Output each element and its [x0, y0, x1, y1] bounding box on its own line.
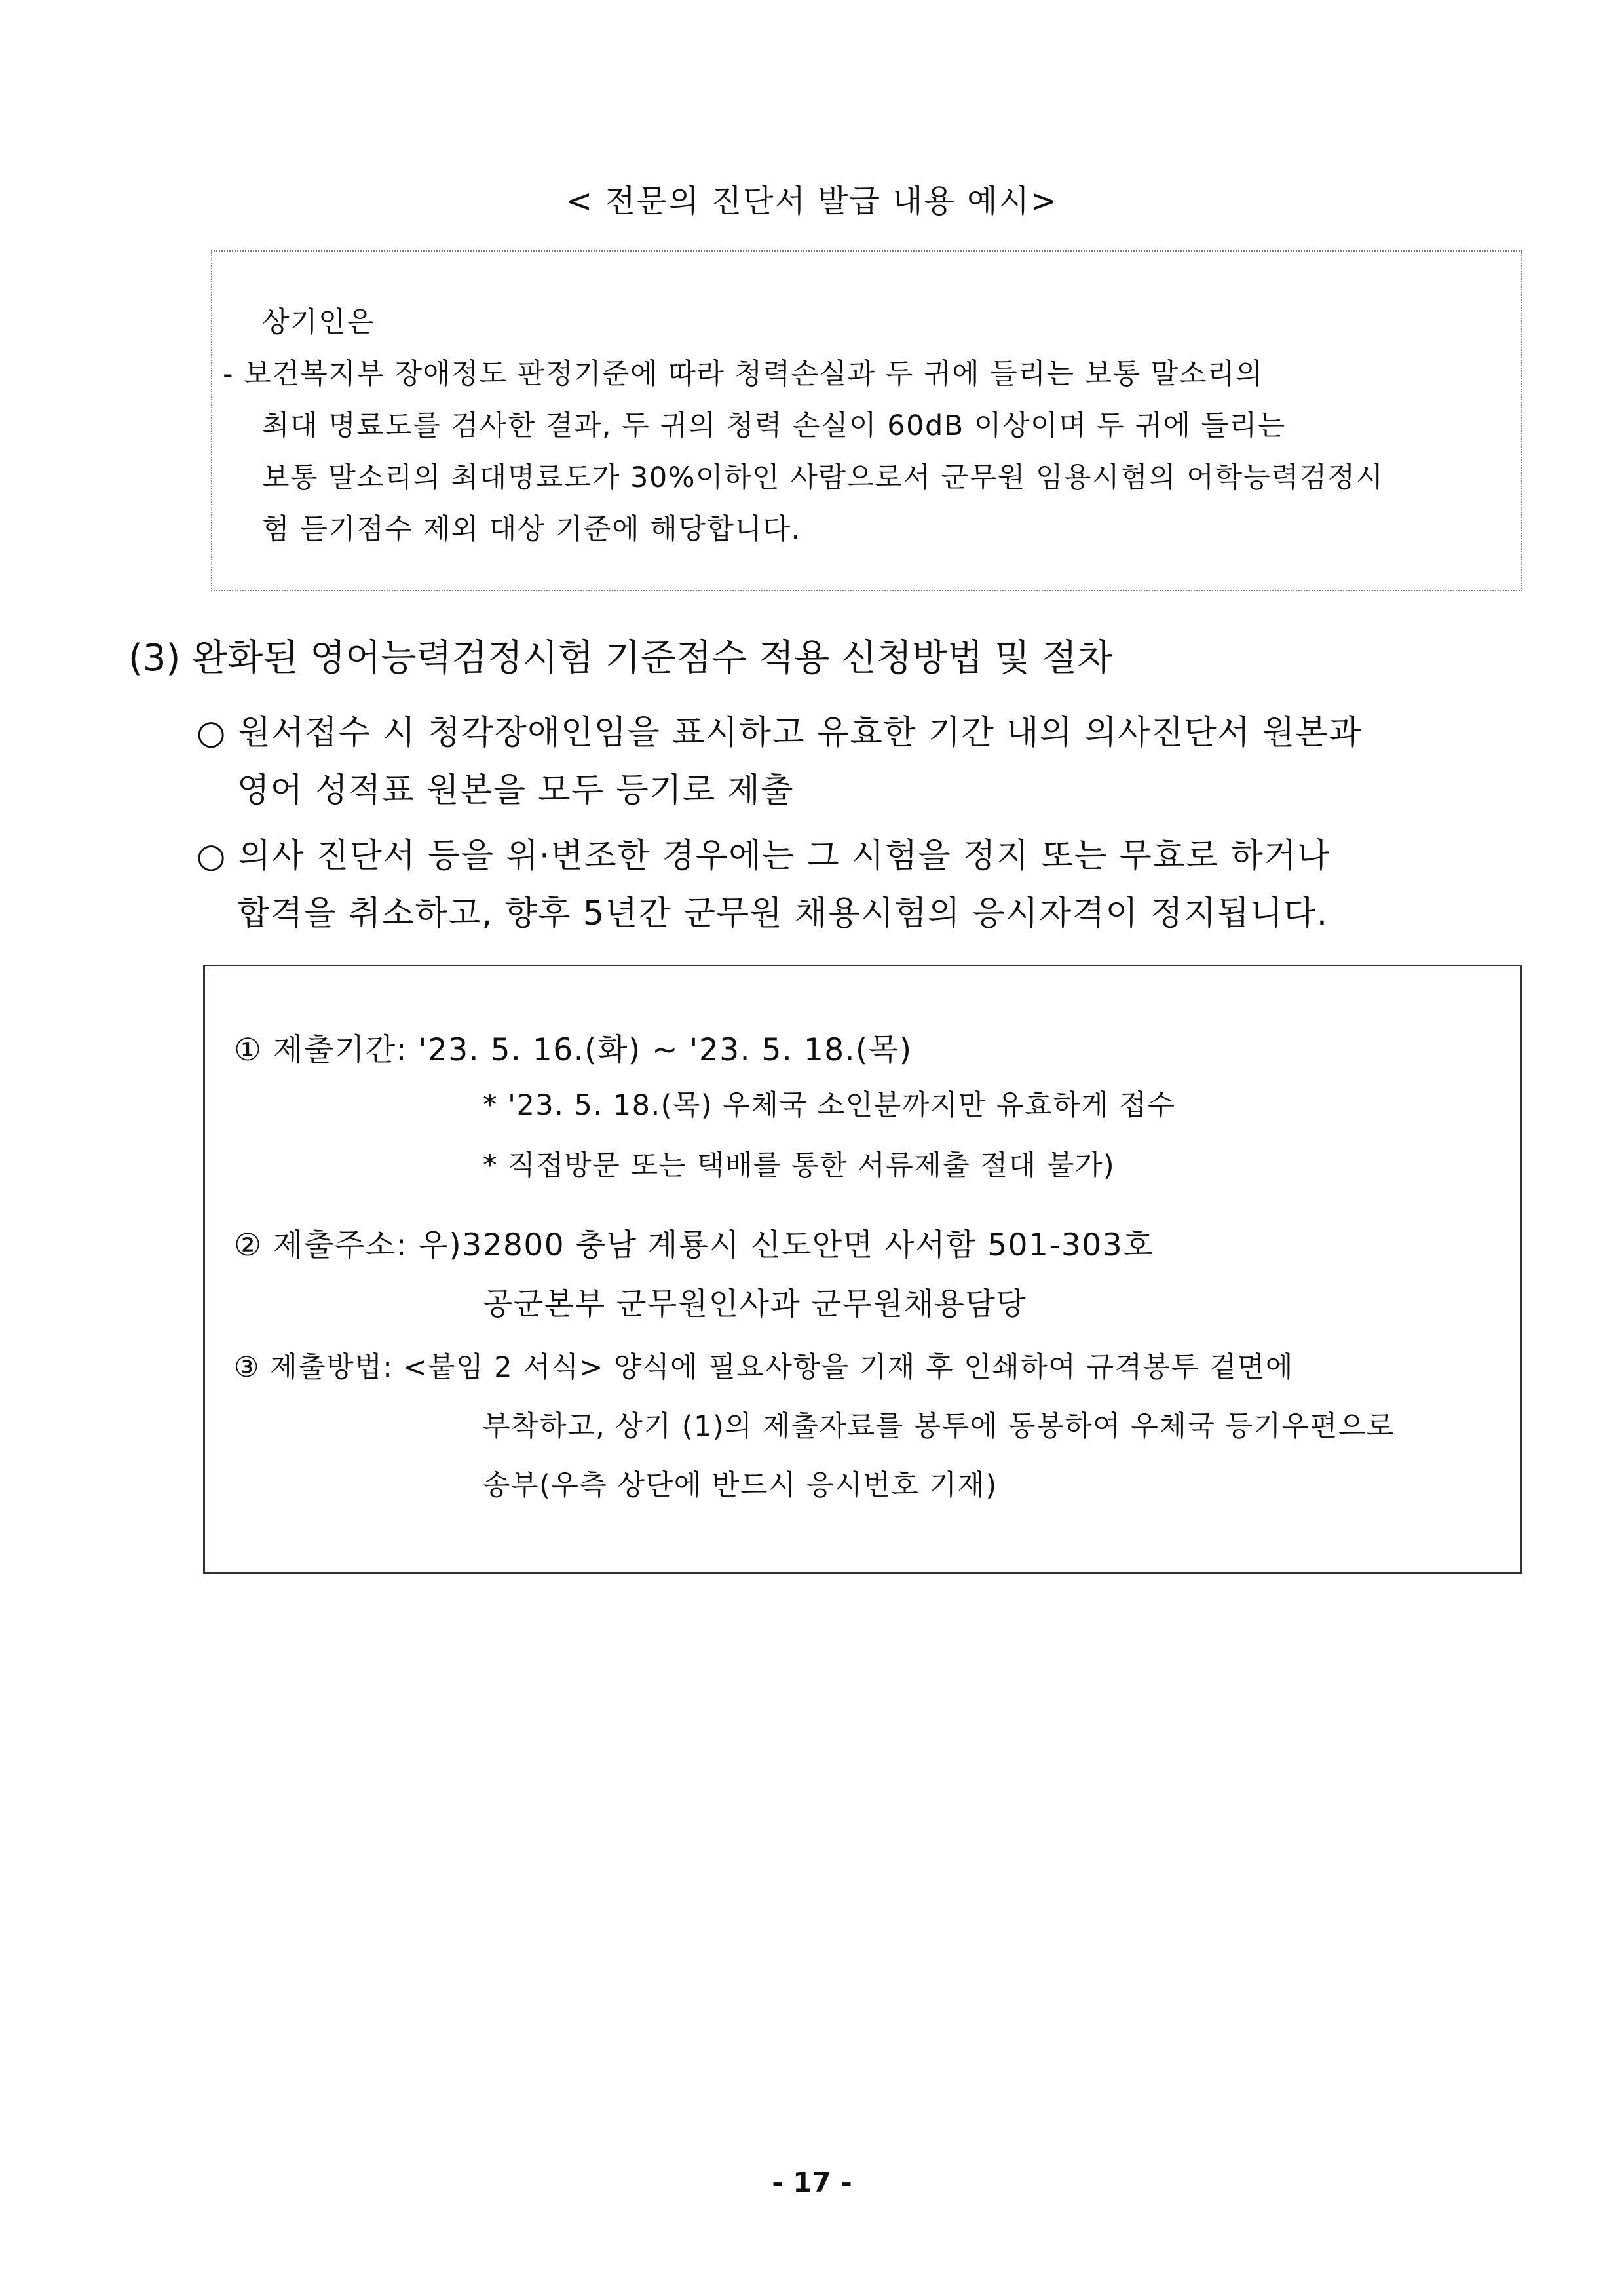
bullet-item-continued: 영어 성적표 원본을 모두 등기로 제출: [237, 771, 795, 810]
example-line: - 보건복지부 장애정도 판정기준에 따라 청력손실과 두 귀에 들리는 보통 말소리의: [223, 358, 1264, 391]
example-line: 상기인은: [262, 306, 375, 339]
example-line: 최대 명료도를 검사한 결과, 두 귀의 청력 손실이 60dB 이상이며 두 귀에 들리는: [262, 410, 1286, 442]
submission-method-continued: 송부(우측 상단에 반드시 응시번호 기재): [483, 1469, 998, 1502]
submission-box: [203, 965, 1522, 1574]
submission-address-continued: 공군본부 군무원인사과 군무원채용담당: [483, 1286, 1027, 1322]
bullet-item: ○ 의사 진단서 등을 위·변조한 경우에는 그 시험을 정지 또는 무효로 하거나: [197, 837, 1331, 875]
bullet-item-continued: 합격을 취소하고, 향후 5년간 군무원 채용시험의 응시자격이 정지됩니다.: [237, 894, 1329, 933]
submission-method-continued: 부착하고, 상기 (1)의 제출자료를 봉투에 동봉하여 우체국 등기우편으로: [483, 1410, 1395, 1443]
page-number: - 17 -: [772, 2166, 852, 2198]
bullet-item: ○ 원서접수 시 청각장애인임을 표시하고 유효한 기간 내의 의사진단서 원본과: [197, 714, 1363, 752]
example-box: [211, 250, 1522, 591]
submission-period-note: * '23. 5. 18.(목) 우체국 소인분까지만 유효하게 접수: [483, 1089, 1176, 1122]
submission-address: ② 제출주소: 우)32800 충남 계룡시 신도안면 사서함 501-303호: [234, 1227, 1154, 1263]
section-heading: (3) 완화된 영어능력검정시험 기준점수 적용 신청방법 및 절차: [128, 637, 1113, 679]
submission-method: ③ 제출방법: <붙임 2 서식> 양식에 필요사항을 기재 후 인쇄하여 규격봉투 겉면에: [234, 1351, 1294, 1384]
submission-period-note: * 직접방문 또는 택배를 통한 서류제출 절대 불가): [483, 1149, 1116, 1182]
example-line: 험 듣기점수 제외 대상 기준에 해당합니다.: [262, 513, 801, 546]
example-line: 보통 말소리의 최대명료도가 30%이하인 사람으로서 군무원 임용시험의 어학능력검정시: [262, 461, 1384, 494]
example-title: < 전문의 진단서 발급 내용 예시>: [565, 183, 1059, 220]
submission-period: ① 제출기간: '23. 5. 16.(화) ~ '23. 5. 18.(목): [234, 1032, 913, 1068]
